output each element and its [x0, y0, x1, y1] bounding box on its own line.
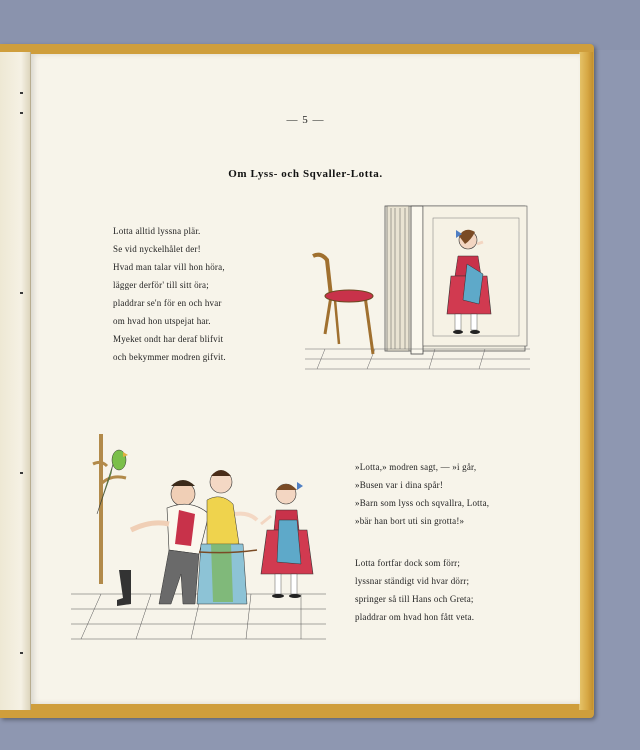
mother-figure [197, 470, 257, 604]
girl-figure [261, 482, 313, 598]
verse-line: Lotta alltid lyssna plär. [113, 226, 201, 236]
page-number: — 5 — [286, 114, 325, 126]
left-page-leaf [0, 52, 31, 710]
verse-line: springer så till Hans och Greta; [355, 594, 474, 604]
binding-stitch [20, 472, 23, 474]
stanza-3 [355, 554, 474, 626]
binding-stitch [20, 652, 23, 654]
verse-line: lägger derför' till sitt öra; [113, 280, 209, 290]
book-page [31, 54, 580, 704]
verse-line: pladdrar om hvad hon fått veta. [355, 612, 475, 622]
verse-line: »Barn som lyss och sqvallra, Lotta, [355, 498, 490, 508]
verse-line: Myeket ondt har deraf blifvit [113, 334, 224, 344]
illustration-family [71, 434, 326, 644]
man-figure [131, 480, 209, 604]
page-title: Om Lyss- och Sqvaller-Lotta. [228, 168, 383, 180]
verse-line: Lotta fortfar dock som förr; [355, 558, 461, 568]
verse-line: Se vid nyckelhålet der! [113, 244, 201, 254]
binding-stitch [20, 92, 23, 94]
verse-line: lyssnar ständigt vid hvar dörr; [355, 576, 470, 586]
binding-stitch [20, 292, 23, 294]
book-edge [579, 52, 593, 710]
verse-line: och bekymmer modren gifvit. [113, 352, 226, 362]
verse-line: Hvad man talar vill hon höra, [113, 262, 225, 272]
illustration-keyhole [305, 204, 530, 374]
stanza-2 [355, 458, 489, 530]
verse-line: om hvad hon utspejat har. [113, 316, 211, 326]
verse-line: »Busen var i dina spår! [355, 480, 444, 490]
binding-stitch [20, 112, 23, 114]
background [0, 0, 640, 50]
verse-line: »bär han bort uti sin grotta!» [355, 516, 465, 526]
verse-line: pladdrar se'n för en och hvar [113, 298, 222, 308]
stanza-1 [113, 222, 226, 366]
verse-line: »Lotta,» modren sagt, — »i går, [355, 462, 477, 472]
